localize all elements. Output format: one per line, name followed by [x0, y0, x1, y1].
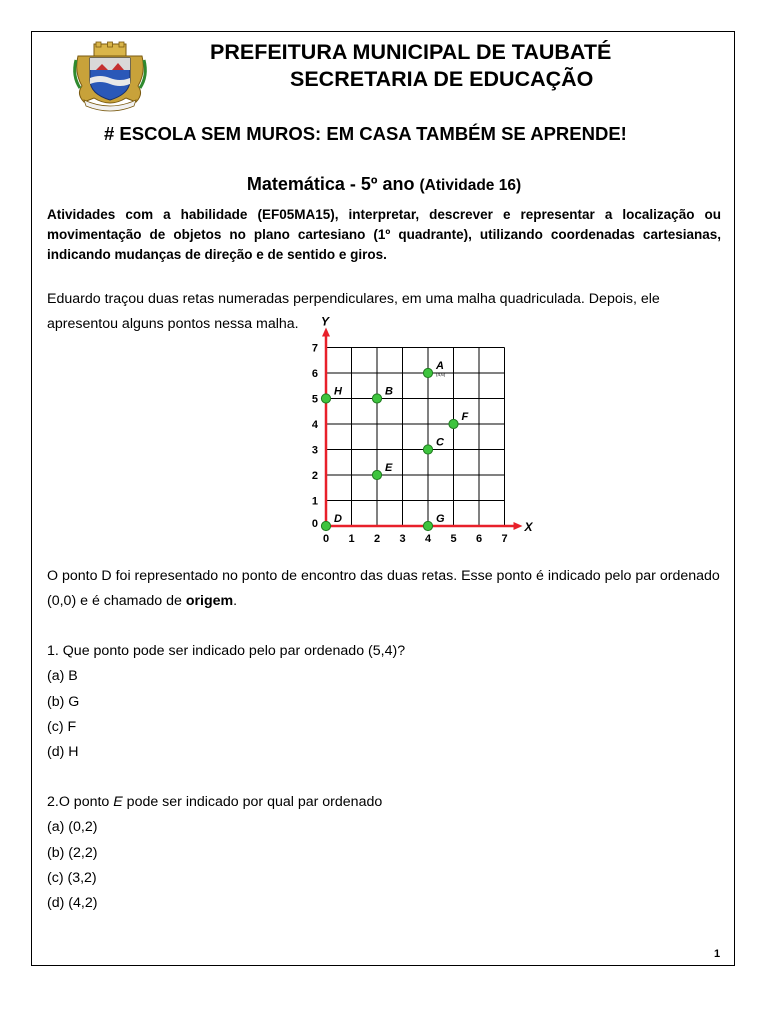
page-number: 1: [714, 948, 721, 960]
x-tick-label: 5: [450, 533, 457, 545]
question-2-prompt: [47, 790, 382, 815]
question-2-option-b: (b) (2,2): [47, 844, 98, 861]
y-tick-label: 2: [311, 470, 318, 482]
x-tick-label: 6: [475, 533, 483, 545]
origin-text-after: .: [233, 593, 238, 609]
point-b: [372, 394, 381, 403]
origin-text-before: O ponto D foi representado no ponto de encontro das duas retas. Esse ponto é indicado pelo par ordenado (0,0) e é chamado de: [47, 568, 720, 609]
question-1-option-d: (d) H: [47, 744, 79, 761]
header-secretaria: SECRETARIA DE EDUCAÇÃO: [290, 67, 594, 91]
question-1-option-c: (c) F: [47, 718, 77, 735]
header-prefeitura: PREFEITURA MUNICIPAL DE TAUBATÉ: [210, 40, 612, 64]
question-1-option-b: (b) G: [47, 693, 80, 710]
cartesian-grid-chart: [300, 314, 540, 550]
y-axis-label: Y: [321, 314, 330, 329]
question-2-option-c: (c) (3,2): [47, 869, 97, 886]
point-label-f: F: [461, 411, 469, 423]
x-tick-label: 0: [322, 533, 330, 545]
point-h: [321, 394, 330, 403]
question-2-option-a: (a) (0,2): [47, 819, 98, 836]
slogan-heading: # ESCOLA SEM MUROS: EM CASA TAMBÉM SE APRENDE!: [104, 123, 627, 144]
x-tick-label: 1: [348, 533, 355, 545]
y-tick-label: 6: [311, 368, 318, 380]
point-label-a: A: [436, 360, 444, 372]
origin-paragraph: [47, 564, 723, 614]
question-2-prompt-after: pode ser indicado por qual par ordenado: [122, 794, 383, 810]
point-g: [423, 521, 432, 530]
point-label-g: G: [436, 513, 445, 525]
x-tick-label: 4: [424, 533, 432, 545]
point-label-h: H: [334, 385, 342, 398]
point-label-e: E: [385, 462, 393, 474]
y-tick-label: 3: [311, 444, 318, 457]
municipal-crest-logo: [72, 42, 148, 110]
y-tick-label: 7: [311, 342, 318, 355]
subject-heading: [0, 174, 768, 195]
point-f: [449, 419, 458, 428]
question-2: [47, 790, 382, 916]
x-tick-label: 2: [373, 533, 381, 545]
y-tick-label: 4: [311, 419, 318, 431]
question-2-option-d: (d) (4,2): [47, 895, 98, 912]
y-tick-label: 5: [311, 393, 318, 406]
point-e: [372, 470, 381, 479]
point-c: [423, 445, 432, 454]
origin-term: origem: [185, 593, 234, 609]
skill-description: Atividades com a habilidade (EF05MA15), interpretar, descrever e representar a localização ou movimentação de objetos no plano cartesiano (1º quadrante), utilizando coordenadas cartesianas, indicando mudanças de direção e de sentido e giros.: [47, 207, 721, 262]
point-label-d: D: [334, 513, 342, 525]
question-1-option-a: (a) B: [47, 668, 78, 685]
activity-label: (Atividade 16): [419, 177, 522, 194]
point-label-c: C: [436, 436, 444, 449]
x-tick-label: 3: [399, 533, 406, 545]
x-axis-arrow: [514, 522, 523, 530]
point-d: [321, 521, 330, 530]
point-a: [423, 368, 432, 377]
point-label-b: B: [385, 385, 393, 398]
point-note-a: (4,6): [436, 372, 446, 377]
question-1: [47, 639, 405, 765]
question-2-prompt-before: 2.O ponto: [47, 794, 114, 810]
x-axis-label: X: [524, 520, 533, 534]
x-tick-label: 7: [501, 533, 508, 545]
y-tick-label: 1: [311, 495, 318, 508]
subject-title: Matemática - 5º ano: [246, 174, 415, 194]
y-tick-label: 0: [311, 518, 318, 530]
question-1-prompt: 1. Que ponto pode ser indicado pelo par ordenado (5,4)?: [47, 643, 406, 659]
question-2-point-label: E: [113, 794, 123, 810]
intro-paragraph: Eduardo traçou duas retas numeradas perpendiculares, em uma malha quadriculada. Depois, ele apresentou alguns pontos nessa malha.: [47, 291, 660, 332]
